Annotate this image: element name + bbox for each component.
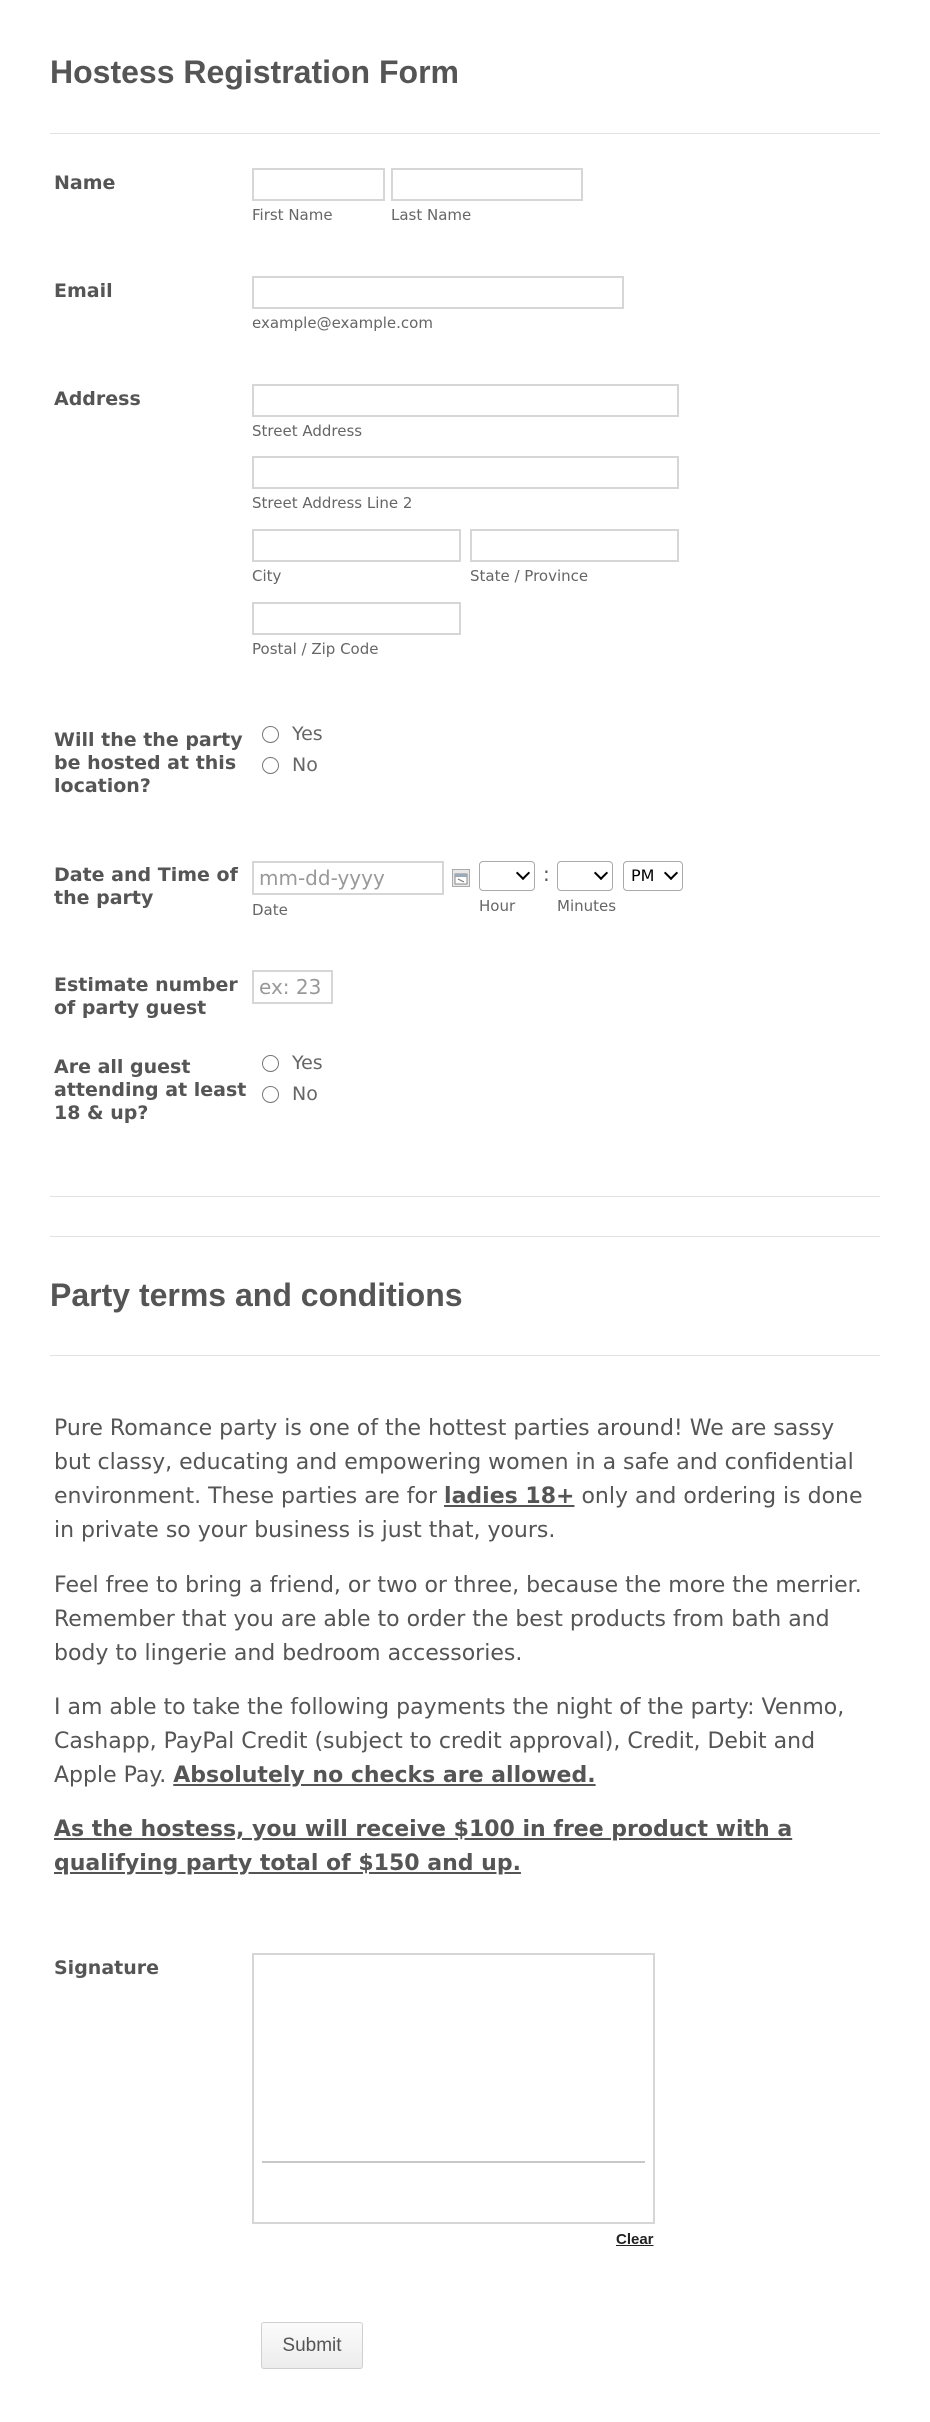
terms-divider [50, 1355, 880, 1356]
hosted-yes-radio[interactable] [262, 726, 279, 743]
form-title: Hostess Registration Form [50, 54, 459, 90]
hour-sublabel: Hour [479, 897, 516, 915]
adults-no-label[interactable]: No [292, 1083, 318, 1105]
hosted-location-label: Will the the party be hosted at this location? [54, 729, 243, 797]
zip-sublabel: Postal / Zip Code [252, 640, 379, 658]
adults-label: Are all guest attending at least 18 & up? [54, 1056, 247, 1124]
terms-p1-emphasis: ladies 18+ [444, 1484, 575, 1509]
first-name-sublabel: First Name [252, 206, 333, 224]
terms-paragraph-1 [54, 1412, 874, 1548]
last-name-input[interactable] [391, 168, 583, 201]
date-sublabel: Date [252, 901, 288, 919]
last-name-sublabel: Last Name [391, 206, 472, 224]
adults-no-radio[interactable] [262, 1086, 279, 1103]
minutes-select[interactable] [557, 861, 613, 891]
city-input[interactable] [252, 529, 461, 562]
street-address-input[interactable] [252, 384, 679, 417]
hosted-no-radio[interactable] [262, 757, 279, 774]
name-label: Name [54, 172, 116, 194]
guests-label: Estimate number of party guest [54, 974, 238, 1019]
adults-yes-radio[interactable] [262, 1055, 279, 1072]
chevron-down-icon [516, 866, 530, 880]
signature-baseline [262, 2161, 645, 2163]
section-divider-2 [50, 1236, 880, 1237]
chevron-down-icon [664, 866, 678, 880]
email-sublabel: example@example.com [252, 314, 433, 332]
guests-placeholder: ex: 23 [259, 975, 322, 999]
terms-paragraph-4 [54, 1813, 874, 1881]
adults-yes-label[interactable]: Yes [292, 1052, 323, 1074]
city-sublabel: City [252, 567, 282, 585]
hour-select[interactable] [479, 861, 535, 891]
datetime-label: Date and Time of the party [54, 864, 238, 909]
email-label: Email [54, 280, 113, 302]
calendar-icon[interactable] [452, 869, 470, 887]
terms-p1-text-a: Pure Romance party is one of the hottest parties around! We are sassy but classy, educating and empowering women in a safe and confidential environment. These parties are for [54, 1416, 854, 1509]
title-divider [50, 133, 880, 134]
state-input[interactable] [470, 529, 679, 562]
email-input[interactable] [252, 276, 624, 309]
terms-paragraph-2: Feel free to bring a friend, or two or three, because the more the merrier. Remember that you are able to order the best products from bath and body to lingerie and bedroom accessories. [54, 1573, 862, 1666]
terms-p3-text: I am able to take the following payments the night of the party: Venmo, Cashapp, PayPal Credit (subject to credit approval), Credit, Debit and Apple Pay. [54, 1695, 845, 1788]
terms-title: Party terms and conditions [50, 1277, 463, 1313]
terms-p1-text-b: only and ordering is done in private so your business is just that, yours. [54, 1484, 863, 1543]
street-address-sublabel: Street Address [252, 422, 363, 440]
chevron-down-icon [594, 866, 608, 880]
signature-pad[interactable] [252, 1953, 655, 2224]
terms-p4-emphasis: As the hostess, you will receive $100 in free product with a qualifying party total of $150 and up. [54, 1817, 793, 1876]
street-address-2-input[interactable] [252, 456, 679, 489]
date-placeholder: mm-dd-yyyy [259, 866, 385, 890]
hosted-yes-label[interactable]: Yes [292, 723, 323, 745]
address-label: Address [54, 388, 141, 410]
terms-p3-emphasis: Absolutely no checks are allowed. [173, 1763, 596, 1788]
calendar-glyph [453, 870, 469, 886]
hosted-no-label[interactable]: No [292, 754, 318, 776]
ampm-select[interactable] [623, 861, 683, 891]
signature-label: Signature [54, 1957, 160, 1979]
first-name-input[interactable] [252, 168, 385, 201]
state-sublabel: State / Province [470, 567, 589, 585]
section-divider-1 [50, 1196, 880, 1197]
submit-button[interactable]: Submit [261, 2322, 363, 2369]
ampm-value: PM [631, 866, 655, 885]
street-address-2-sublabel: Street Address Line 2 [252, 494, 413, 512]
zip-input[interactable] [252, 602, 461, 635]
time-colon: : [543, 862, 550, 886]
terms-paragraph-3 [54, 1691, 874, 1793]
minutes-sublabel: Minutes [557, 897, 617, 915]
signature-clear-link[interactable]: Clear [616, 2231, 654, 2248]
